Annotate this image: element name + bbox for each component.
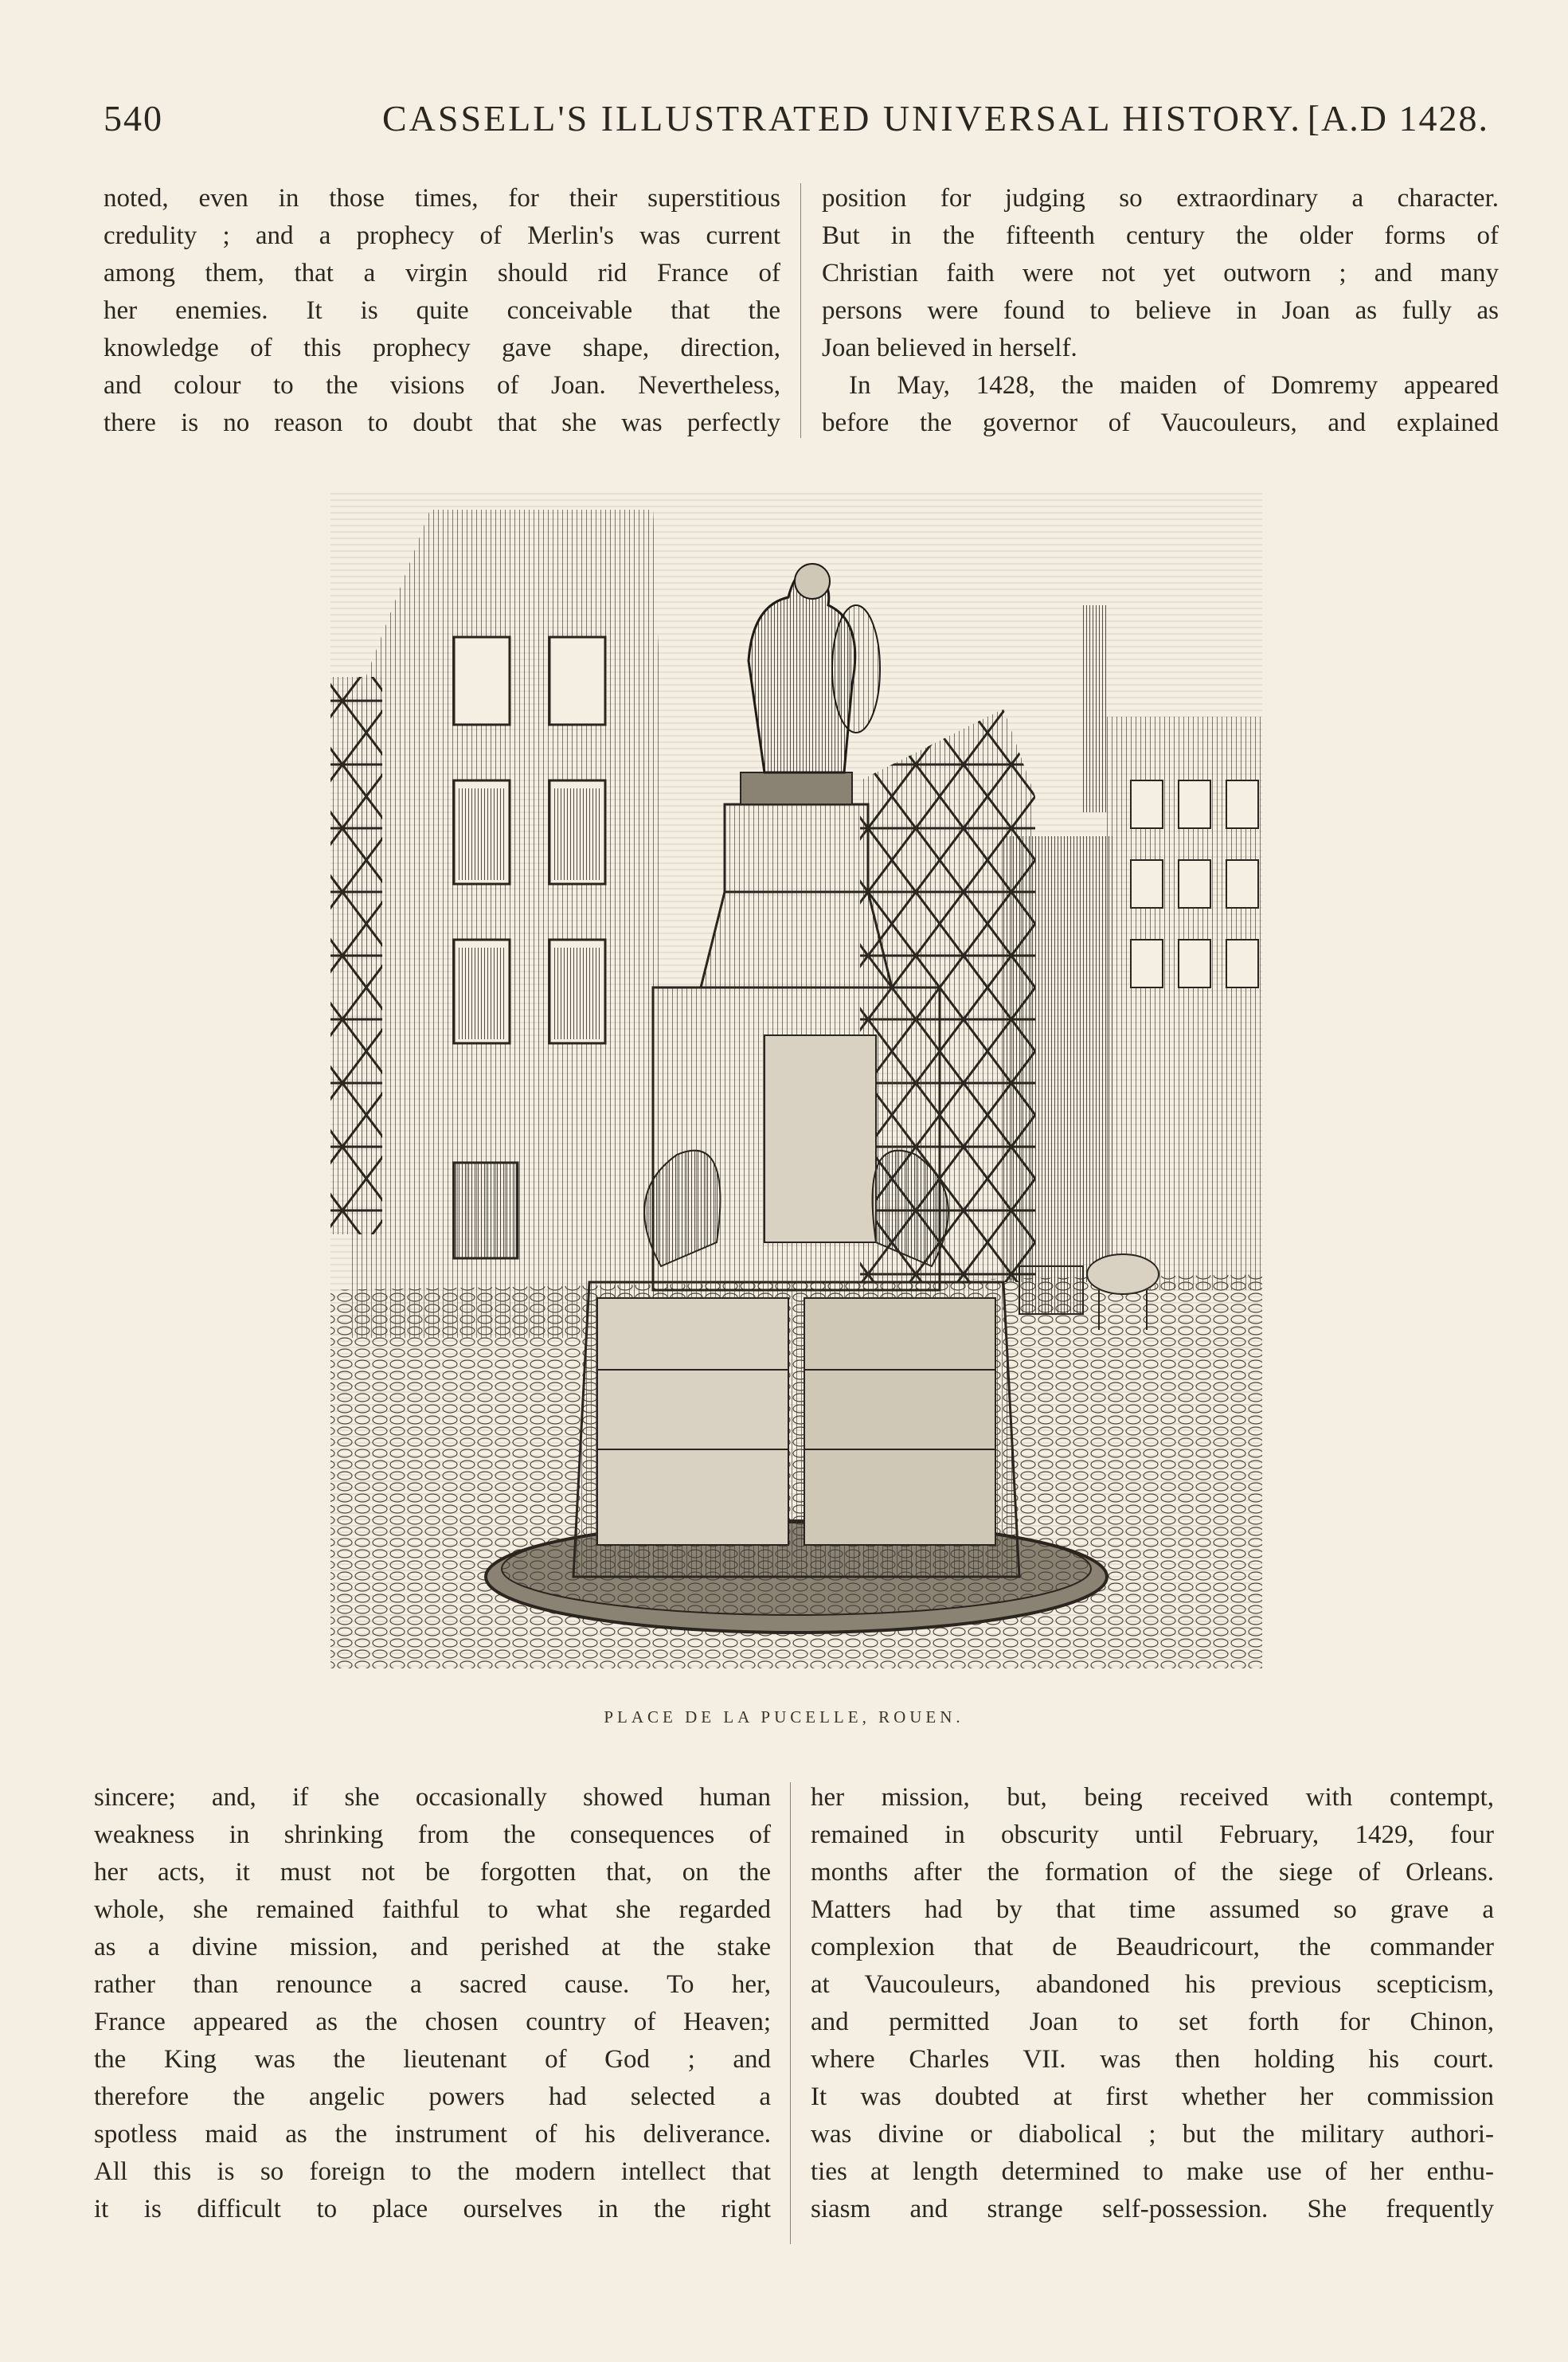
text-line: persons were found to believe in Joan as fully as [822,296,1499,325]
column-top-left [104,180,780,442]
text-line: rather than renounce a sacred cause. To her, [94,1970,771,1999]
text-line: noted, even in those times, for their superstitious [104,184,780,213]
text-line: where Charles VII. was then holding his court. [811,2045,1494,2074]
text-line: her enemies. It is quite conceivable that the [104,296,780,325]
running-title: CASSELL'S ILLUSTRATED UNIVERSAL HISTORY. [382,98,1302,139]
text-line: remained in obscurity until February, 1429, four [811,1820,1494,1849]
text-line: All this is so foreign to the modern intellect that [94,2157,771,2186]
illustration-caption: PLACE DE LA PUCELLE, ROUEN. [604,1707,964,1727]
text-line: weakness in shrinking from the consequences of [94,1820,771,1849]
text-line: was divine or diabolical ; but the military authori- [811,2120,1494,2149]
text-line: as a divine mission, and perished at the stake [94,1933,771,1961]
text-line: the King was the lieutenant of God ; and [94,2045,771,2074]
text-line: it is difficult to place ourselves in the right [94,2195,771,2223]
page-number: 540 [104,98,163,139]
text-line: In May, 1428, the maiden of Domremy appeared [849,371,1499,400]
text-line: Joan believed in herself. [822,334,1077,362]
text-line: siasm and strange self-possession. She frequently [811,2195,1494,2223]
text-line: position for judging so extraordinary a character. [822,184,1499,213]
header-date: [A.D 1428. [1307,98,1489,139]
text-line: knowledge of this prophecy gave shape, direction, [104,334,780,362]
text-line: Christian faith were not yet outworn ; and many [822,259,1499,287]
text-line: before the governor of Vaucouleurs, and explained [822,409,1499,437]
text-line: therefore the angelic powers had selected a [94,2082,771,2111]
left-building [350,510,661,1338]
text-line: at Vaucouleurs, abandoned his previous scepticism, [811,1970,1494,1999]
text-line: her mission, but, being received with contempt, [811,1783,1494,1812]
text-line: whole, she remained faithful to what she regarded [94,1895,771,1924]
text-line: ties at length determined to make use of her enthu- [811,2157,1494,2186]
text-line: and permitted Joan to set forth for Chinon, [811,2008,1494,2036]
text-line: complexion that de Beaudricourt, the commander [811,1933,1494,1961]
text-line: sincere; and, if she occasionally showed human [94,1783,771,1812]
text-line: there is no reason to doubt that she was perfectly [104,409,780,437]
column-bottom-left [94,1779,771,2228]
text-line: and colour to the visions of Joan. Nevertheless, [104,371,780,400]
text-line: France appeared as the chosen country of Heaven; [94,2008,771,2036]
text-line: It was doubted at first whether her commission [811,2082,1494,2111]
text-line: among them, that a virgin should rid France of [104,259,780,287]
text-line: months after the formation of the siege of Orleans. [811,1858,1494,1887]
column-rule [790,1782,791,2244]
column-top-right [822,180,1499,442]
engraving-illustration [319,478,1274,1680]
text-line: Matters had by that time assumed so grave a [811,1895,1494,1924]
text-line: spotless maid as the instrument of his deliverance. [94,2120,771,2149]
text-line: her acts, it must not be forgotten that, on the [94,1858,771,1887]
column-rule [800,183,801,438]
running-header [104,97,1489,153]
column-bottom-right [811,1779,1494,2228]
text-line: But in the fifteenth century the older forms of [822,221,1499,250]
text-line: credulity ; and a prophecy of Merlin's was current [104,221,780,250]
